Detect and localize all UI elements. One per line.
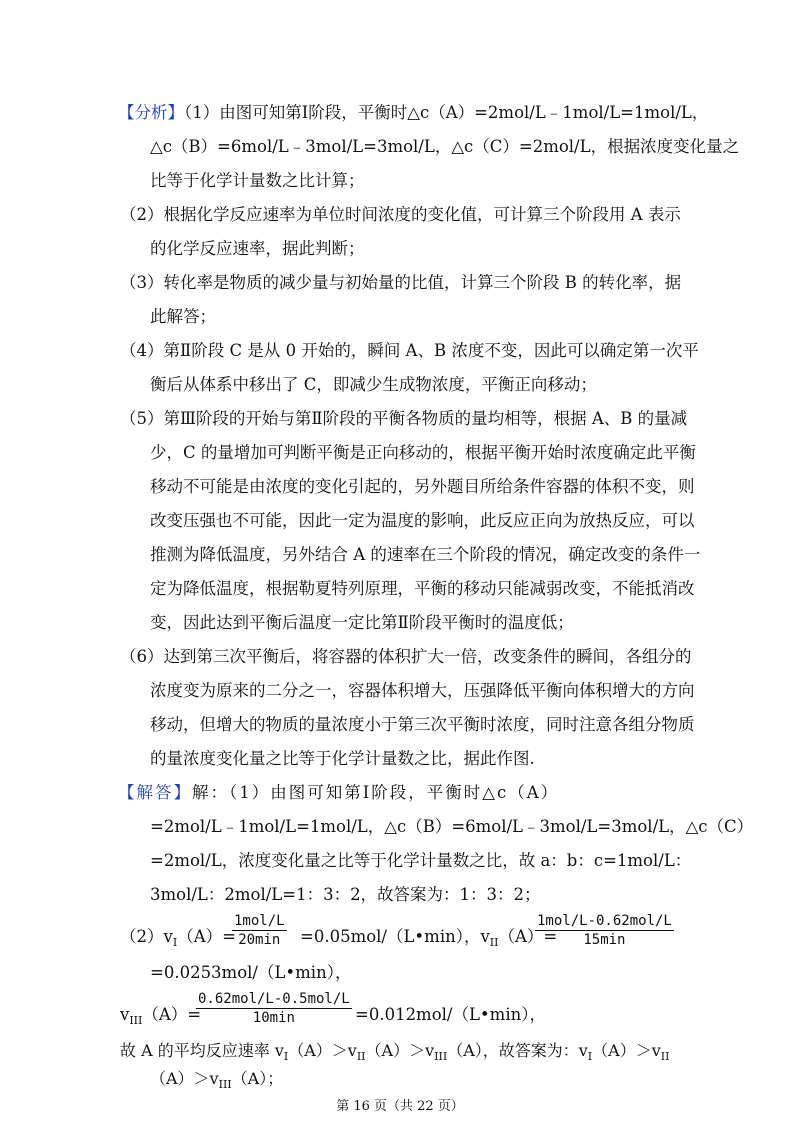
analysis-line-7: 此解答；: [150, 307, 216, 326]
conclusion-text-d: （A），故答案为：v: [447, 1041, 588, 1060]
answer-rate-line-1: [120, 926, 236, 954]
answer-rate-line-2: =0.0253mol/（L•min），: [150, 963, 352, 982]
analysis-line-11: 少，C 的量增加可判断平衡是正向移动的，根据平衡开始时浓度确定此平衡: [150, 443, 696, 462]
fraction-denominator: 15min: [583, 932, 626, 948]
rate-a-open-3: （A）=: [142, 1005, 202, 1024]
answer-line-2: =2mol/L﹣1mol/L=1mol/L，△c（B）=6mol/L﹣3mol/L=3mol/L，△c（C）: [150, 817, 754, 836]
analysis-line-12: 移动不可能是由浓度的变化引起的，另外题目所给条件容器的体积不变，则: [150, 477, 695, 496]
analysis-line-10: （5）第Ⅲ阶段的开始与第Ⅱ阶段的平衡各物质的量均相等，根据 A、B 的量减: [120, 409, 688, 428]
answer-conclusion-line-2: [150, 1068, 283, 1096]
analysis-line-14: 推测为降低温度，另外结合 A 的速率在三个阶段的情况，确定改变的条件一: [150, 545, 701, 564]
analysis-line-2: △c（B）=6mol/L﹣3mol/L=3mol/L，△c（C）=2mol/L，根据浓度变化量之: [150, 137, 740, 156]
answer-line-1: [118, 782, 559, 804]
answer-rate-value-3: =0.012mol/（L•min），: [355, 1005, 546, 1024]
subscript-III: III: [129, 1014, 143, 1027]
analysis-line-18: 浓度变为原来的二分之一，容器体积增大，压强降低平衡向体积增大的方向: [150, 681, 695, 700]
fraction-rate-I: [232, 912, 287, 949]
subscript-II: II: [356, 1050, 366, 1063]
rate-prefix: （2）v: [120, 927, 173, 946]
conclusion-text-b: （A）＞v: [288, 1041, 357, 1060]
fraction-rate-II: [535, 912, 674, 949]
subscript-I: I: [172, 936, 178, 949]
analysis-line-9: 衡后从体系中移出了 C，即减少生成物浓度，平衡正向移动；: [150, 375, 597, 394]
answer-rate-line-3: [120, 1004, 201, 1032]
analysis-line-19: 移动，但增大的物质的量浓度小于第三次平衡时浓度，同时注意各组分物质: [150, 715, 695, 734]
answer-line-4: 3mol/L：2mol/L=1：3：2，故答案为：1：3：2；: [150, 885, 541, 904]
fraction-denominator: 10min: [252, 1010, 295, 1026]
subscript-I: I: [587, 1050, 593, 1063]
analysis-line-15: 定为降低温度，根据勒夏特列原理，平衡的移动只能减弱改变，不能抵消改: [150, 579, 695, 598]
analysis-line-17: （6）达到第三次平衡后，将容器的体积扩大一倍，改变条件的瞬间，各组分的: [120, 647, 692, 666]
fraction-numerator: 0.62mol/L-0.5mol/L: [198, 991, 350, 1007]
analysis-line-1: [118, 102, 708, 124]
subscript-II: II: [660, 1050, 670, 1063]
subscript-III: III: [434, 1050, 448, 1063]
conclusion-text-f: （A）＞v: [150, 1069, 219, 1088]
rate-a-open: （A）=: [177, 927, 236, 946]
conclusion-text-e: （A）＞v: [592, 1041, 661, 1060]
subscript-III: III: [218, 1078, 232, 1091]
answer-line-3: =2mol/L，浓度变化量之比等于化学计量数之比，故 a：b：c=1mol/L：: [150, 851, 692, 870]
conclusion-text-g: （A）；: [231, 1069, 284, 1088]
analysis-text: （1）由图可知第Ⅰ阶段，平衡时△c（A）=2mol/L﹣1mol/L=1mol/L，: [184, 103, 709, 122]
fraction-numerator: 1mol/L: [234, 913, 285, 929]
analysis-line-16: 变，因此达到平衡后温度一定比第Ⅱ阶段平衡时的温度低；: [150, 613, 574, 632]
answer-text-1: 解：（1）由图可知第Ⅰ阶段，平衡时△c（A）: [192, 783, 560, 802]
analysis-line-8: （4）第Ⅱ阶段 C 是从 0 开始的，瞬间 A、B 浓度不变，因此可以确定第一次平: [120, 341, 699, 360]
answer-tag: 【解答】: [118, 783, 192, 802]
analysis-tag: 【分析】: [118, 103, 184, 122]
analysis-line-20: 的量浓度变化量之比等于化学计量数之比，据此作图.: [150, 749, 535, 768]
rate-a-open-2: （A）=: [498, 927, 558, 946]
analysis-line-13: 改变压强也不可能，因此一定为温度的影响，此反应正向为放热反应，可以: [150, 511, 695, 530]
analysis-line-5: 的化学反应速率，据此判断；: [150, 239, 365, 258]
subscript-I: I: [283, 1050, 289, 1063]
conclusion-text-c: （A）＞v: [365, 1041, 435, 1060]
analysis-line-3: 比等于化学计量数之比计算；: [150, 171, 365, 190]
fraction-denominator: 20min: [238, 932, 281, 948]
answer-conclusion-line-1: [120, 1040, 669, 1068]
subscript-II: II: [489, 936, 499, 949]
conclusion-text-a: 故 A 的平均反应速率 v: [120, 1041, 284, 1060]
answer-rate-line-1b: [300, 926, 557, 954]
rate-I-value: =0.05mol/（L•min），v: [300, 927, 490, 946]
page-footer: 第 16 页（共 22 页）: [336, 1099, 464, 1114]
fraction-numerator: 1mol/L-0.62mol/L: [537, 913, 672, 929]
analysis-line-6: （3）转化率是物质的减少量与初始量的比值，计算三个阶段 B 的转化率，据: [120, 273, 682, 292]
fraction-rate-III: [196, 990, 352, 1027]
rate-prefix-3: v: [120, 1005, 130, 1024]
analysis-line-4: （2）根据化学反应速率为单位时间浓度的变化值，可计算三个阶段用 A 表示: [120, 205, 681, 224]
